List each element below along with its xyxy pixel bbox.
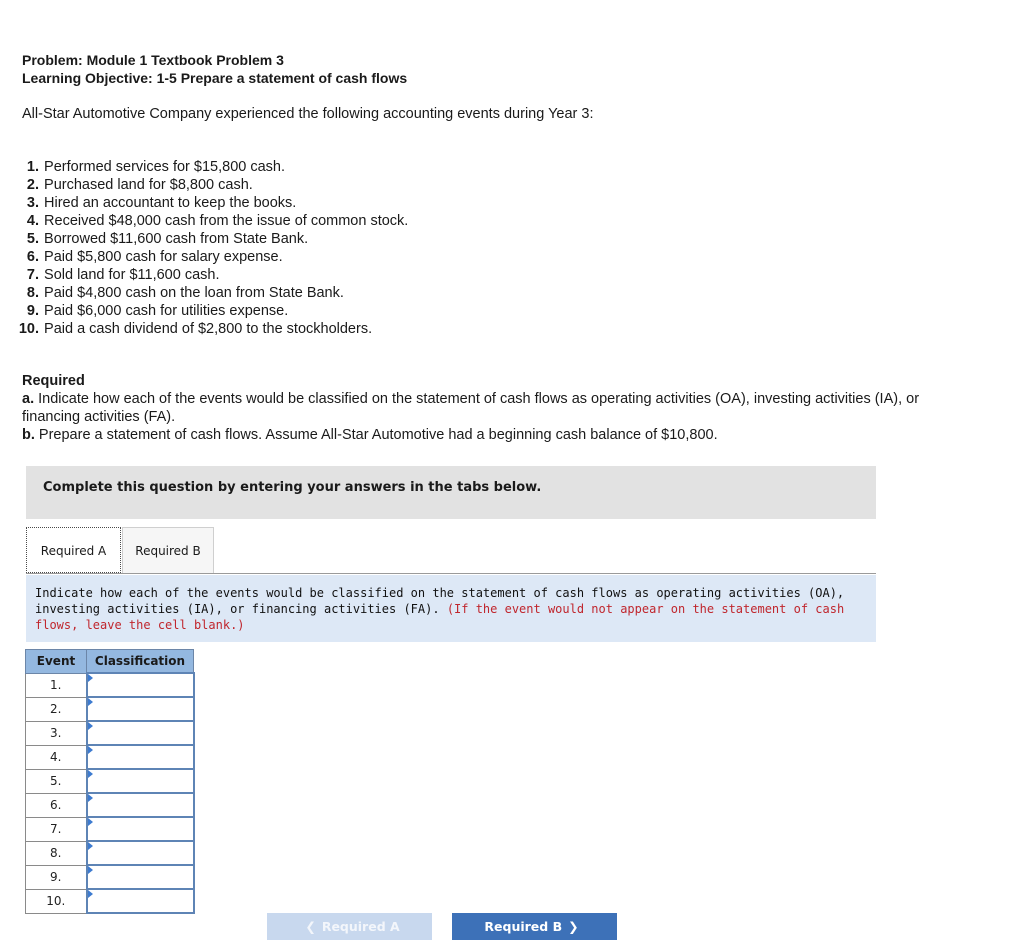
event-list: [16, 158, 408, 338]
list-item: [16, 302, 408, 320]
event-text: Sold land for $11,600 cash.: [44, 267, 220, 283]
table-row: [26, 745, 194, 769]
list-item: [16, 212, 408, 230]
instruction-text: Indicate how each of the events would be classified on the statement of cash flows as operating activities (OA), investing activities (IA), or financing activities (FA).: [35, 586, 845, 616]
table-row: [26, 793, 194, 817]
event-number: 9.: [26, 303, 39, 319]
list-item: [16, 194, 408, 212]
tab-divider: [26, 573, 876, 574]
next-button-label: Required B: [484, 919, 563, 934]
chevron-left-icon: ❮: [305, 919, 316, 934]
table-row: [26, 889, 194, 913]
classification-input[interactable]: [87, 889, 194, 913]
table-header-row: [26, 650, 194, 674]
event-number: 8.: [26, 285, 39, 301]
required-a-text: Indicate how each of the events would be classified on the statement of cash flows as operating activities (OA), investing activities (IA), or financing activities (FA).: [22, 391, 920, 425]
event-cell: 7.: [26, 817, 87, 841]
required-b-text: Prepare a statement of cash flows. Assume All-Star Automotive had a beginning cash balance of $10,800.: [38, 427, 718, 443]
table-row: [26, 841, 194, 865]
chevron-right-icon: ❯: [568, 919, 579, 934]
event-number: 3.: [26, 195, 39, 211]
table-row: [26, 721, 194, 745]
event-cell: 1.: [26, 673, 87, 697]
list-item: [16, 158, 408, 176]
table-row: [26, 769, 194, 793]
classification-input[interactable]: [87, 745, 194, 769]
table-row: [26, 673, 194, 697]
classification-input[interactable]: [87, 721, 194, 745]
column-header-classification: Classification: [87, 650, 194, 674]
event-text: Paid a cash dividend of $2,800 to the stockholders.: [44, 321, 373, 337]
required-a-label: a.: [22, 391, 35, 407]
event-text: Paid $4,800 cash on the loan from State Bank.: [44, 285, 344, 301]
event-number: 2.: [26, 177, 39, 193]
classification-table: [25, 649, 195, 914]
event-number: 7.: [26, 267, 39, 283]
classification-input[interactable]: [87, 673, 194, 697]
event-number: 4.: [26, 213, 39, 229]
classification-input[interactable]: [87, 697, 194, 721]
list-item: [16, 230, 408, 248]
event-cell: 5.: [26, 769, 87, 793]
learning-objective: Learning Objective: 1-5 Prepare a statement of cash flows: [22, 70, 408, 86]
event-text: Received $48,000 cash from the issue of common stock.: [44, 213, 409, 229]
event-number: 6.: [26, 249, 39, 265]
event-cell: 3.: [26, 721, 87, 745]
list-item: [16, 266, 408, 284]
event-cell: 10.: [26, 889, 87, 913]
event-text: Performed services for $15,800 cash.: [44, 159, 286, 175]
tab-required-a[interactable]: Required A: [26, 527, 121, 573]
table-row: [26, 817, 194, 841]
event-number: 5.: [26, 231, 39, 247]
classification-input[interactable]: [87, 769, 194, 793]
classification-input[interactable]: [87, 841, 194, 865]
table-row: [26, 865, 194, 889]
list-item: [16, 320, 408, 338]
table-row: [26, 697, 194, 721]
prev-tab-button[interactable]: [267, 913, 432, 940]
required-heading: Required: [22, 373, 85, 389]
event-text: Hired an accountant to keep the books.: [44, 195, 297, 211]
problem-title: Problem: Module 1 Textbook Problem 3: [22, 52, 284, 68]
required-b-label: b.: [22, 427, 35, 443]
tab-required-b[interactable]: Required B: [122, 527, 214, 573]
event-number: 1.: [26, 159, 39, 175]
event-cell: 2.: [26, 697, 87, 721]
event-text: Paid $6,000 cash for utilities expense.: [44, 303, 289, 319]
list-item: [16, 248, 408, 266]
instruction-note: (If the event would not appear on the statement of cash flows, leave the cell blank.): [35, 602, 845, 632]
next-tab-button[interactable]: [452, 913, 617, 940]
classification-input[interactable]: [87, 793, 194, 817]
problem-intro: All-Star Automotive Company experienced the following accounting events during Year 3:: [22, 106, 594, 122]
event-number: 10.: [18, 321, 39, 337]
list-item: [16, 176, 408, 194]
classification-input[interactable]: [87, 865, 194, 889]
classification-input[interactable]: [87, 817, 194, 841]
tab-instructions: [26, 575, 876, 642]
event-text: Borrowed $11,600 cash from State Bank.: [44, 231, 309, 247]
prev-button-label: Required A: [321, 919, 400, 934]
column-header-event: Event: [26, 650, 87, 674]
required-section: [22, 372, 962, 444]
event-text: Purchased land for $8,800 cash.: [44, 177, 253, 193]
instruction-banner: Complete this question by entering your answers in the tabs below.: [26, 466, 876, 519]
list-item: [16, 284, 408, 302]
event-cell: 4.: [26, 745, 87, 769]
event-cell: 9.: [26, 865, 87, 889]
event-cell: 6.: [26, 793, 87, 817]
event-cell: 8.: [26, 841, 87, 865]
event-text: Paid $5,800 cash for salary expense.: [44, 249, 283, 265]
